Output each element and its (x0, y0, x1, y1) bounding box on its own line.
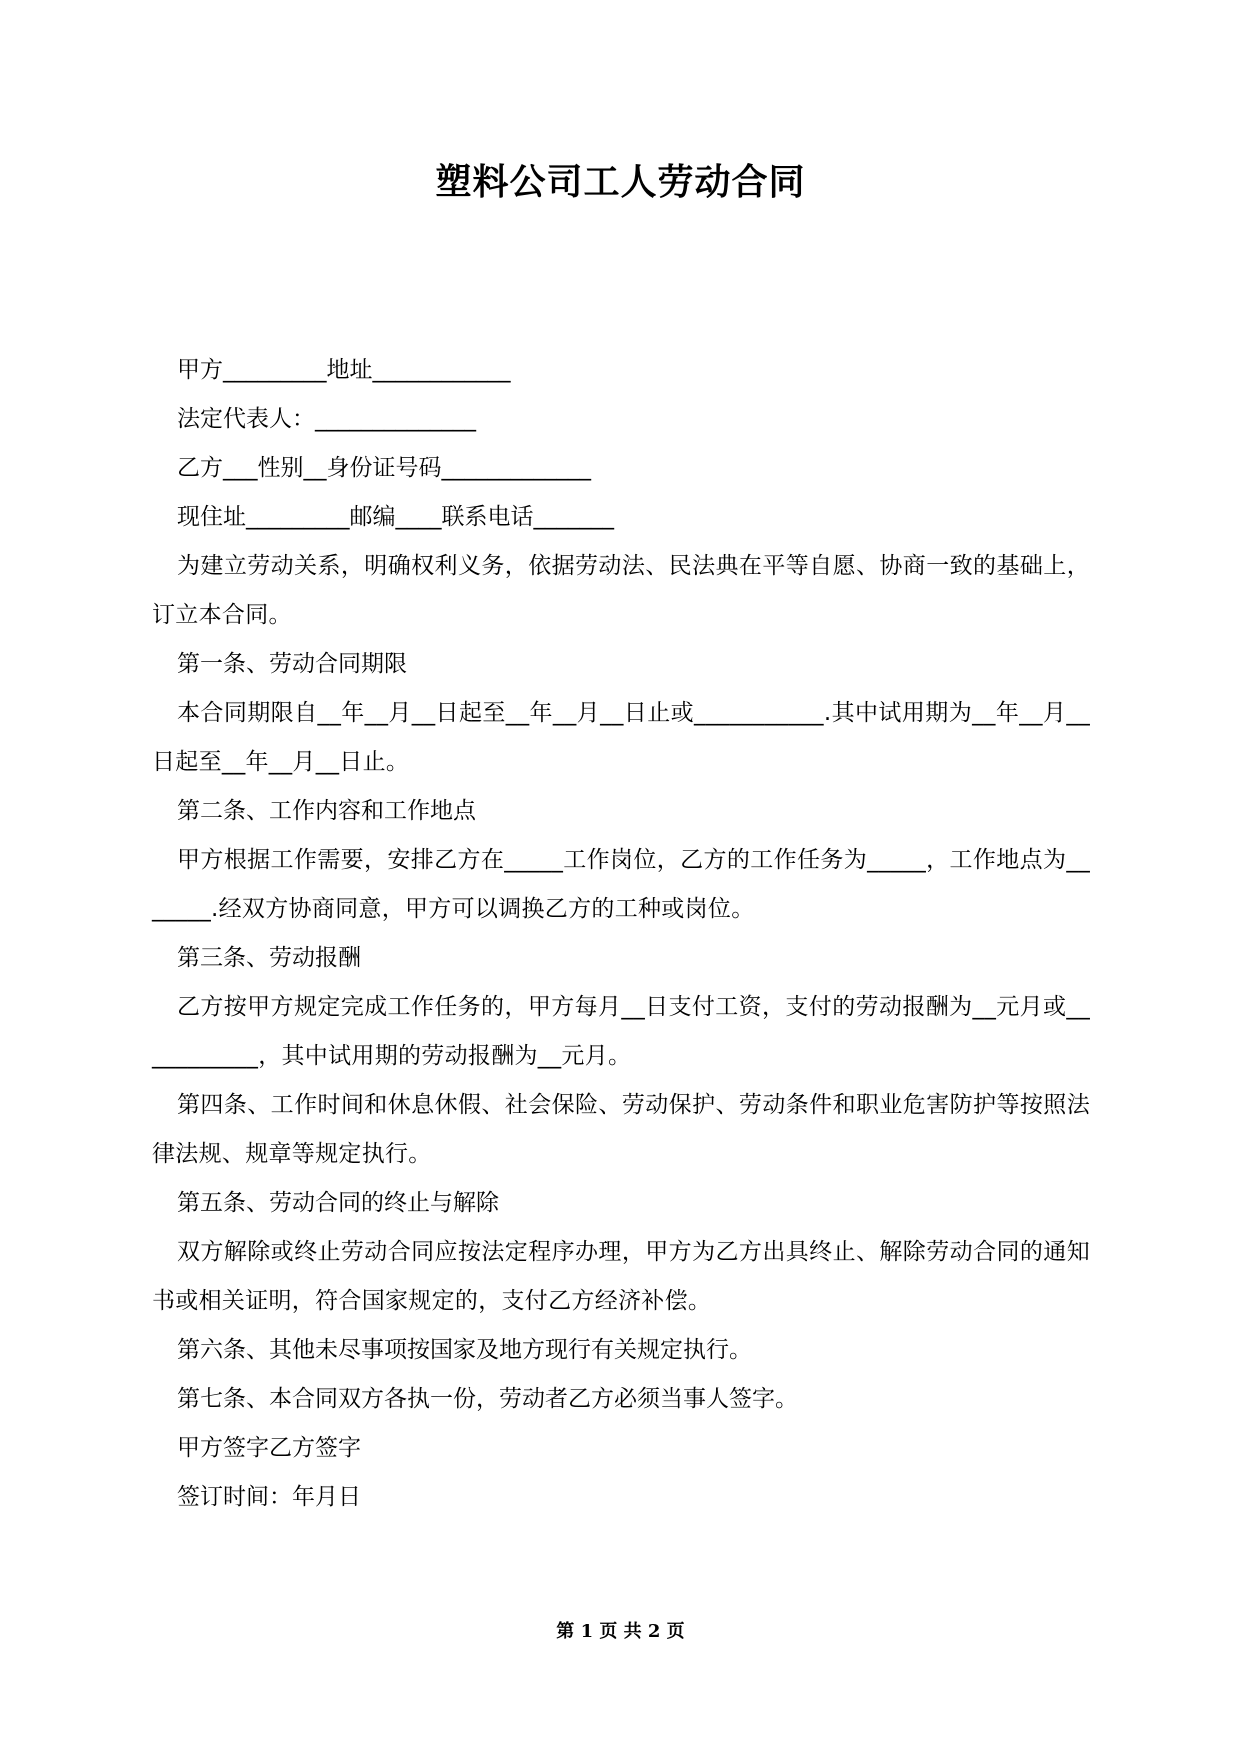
article-3-body: 乙方按甲方规定完成工作任务的，甲方每月__日支付工资，支付的劳动报酬为__元月或___________，其中试用期的劳动报酬为__元月。 (152, 994, 1090, 1069)
party-a-line: 甲方_________地址____________ (177, 357, 511, 383)
article-4-paragraph: 第四条、工作时间和休息休假、社会保险、劳动保护、劳动条件和职业危害防护等按照法律法规、规章等规定执行。 (152, 1092, 1090, 1167)
document-title: 塑料公司工人劳动合同 (435, 162, 806, 203)
article-5-body: 双方解除或终止劳动合同应按法定程序办理，甲方为乙方出具终止、解除劳动合同的通知书或相关证明，符合国家规定的，支付乙方经济补偿。 (152, 1239, 1090, 1314)
address-line: 现住址_________邮编____联系电话_______ (177, 504, 614, 530)
article-5-heading: 第五条、劳动合同的终止与解除 (177, 1190, 499, 1216)
article-1-heading: 第一条、劳动合同期限 (177, 651, 407, 677)
article-2-body: 甲方根据工作需要，安排乙方在_____工作岗位，乙方的工作任务为_____，工作地点为_______.经双方协商同意，甲方可以调换乙方的工种或岗位。 (152, 847, 1090, 922)
document-body (152, 346, 1090, 1522)
preamble-paragraph: 为建立劳动关系，明确权利义务，依据劳动法、民法典在平等自愿、协商一致的基础上，订立本合同。 (152, 553, 1090, 628)
legal-representative-line: 法定代表人：______________ (177, 406, 476, 432)
article-3-heading: 第三条、劳动报酬 (177, 945, 361, 971)
article-2-heading: 第二条、工作内容和工作地点 (177, 798, 476, 824)
signing-date-line: 签订时间：年月日 (177, 1484, 361, 1510)
article-7-paragraph: 第七条、本合同双方各执一份，劳动者乙方必须当事人签字。 (177, 1386, 798, 1412)
page-number-footer: 第 1 页 共 2 页 (556, 1621, 685, 1642)
signature-line: 甲方签字乙方签字 (177, 1435, 361, 1461)
article-1-body: 本合同期限自__年__月__日起至__年__月__日止或___________.其中试用期为__年__月__日起至__年__月__日止。 (152, 700, 1090, 775)
article-6-paragraph: 第六条、其他未尽事项按国家及地方现行有关规定执行。 (177, 1337, 752, 1363)
party-b-line: 乙方___性别__身份证号码_____________ (177, 455, 591, 481)
